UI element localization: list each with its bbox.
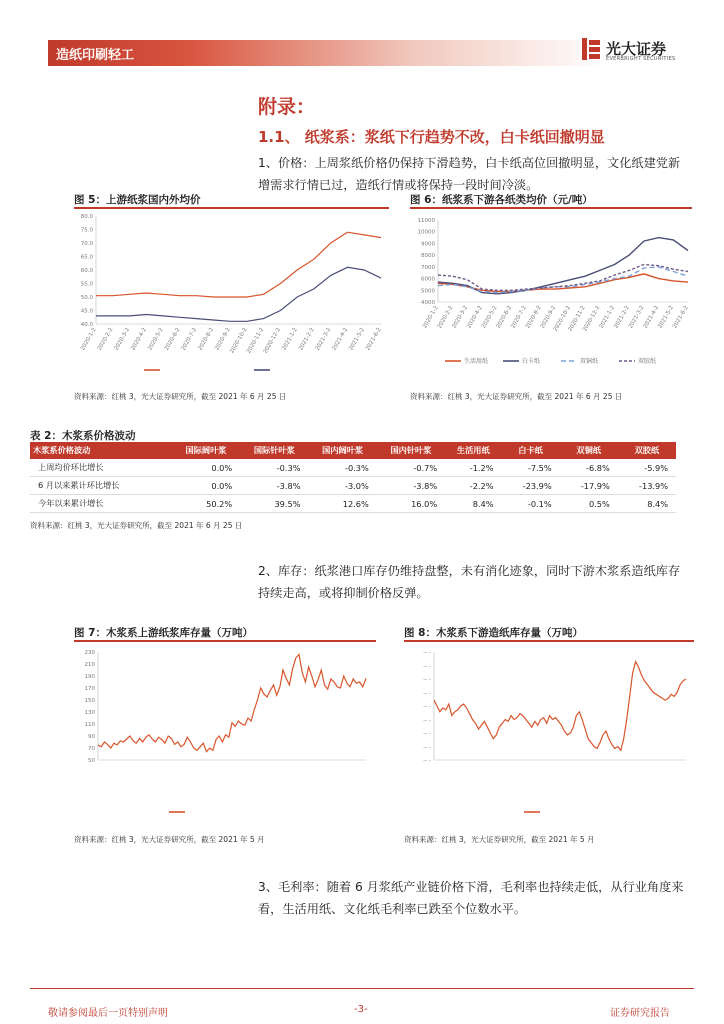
table-cell: -0.3%: [240, 459, 308, 477]
y-tick-label: 90: [88, 734, 95, 740]
table2-source: 资料来源：红桃 3，光大证券研究所，截至 2021 年 6 月 25 日: [30, 521, 243, 530]
x-tick-label: 2021-4-2: [642, 305, 661, 330]
y-tick-label: -- -: [423, 650, 431, 656]
y-tick-label: 70.0: [80, 241, 93, 247]
page-number: -3-: [354, 1004, 368, 1015]
footer-report-type: 证券研究报告: [610, 1008, 670, 1019]
paragraph-price-text: 上周浆纸价格仍保持下滑趋势，白卡纸高位回撤明显，文化纸建党新增需求行情已过，造纸行情或将保持一段时间冷淡。: [258, 156, 681, 192]
y-tick-label: 50.0: [80, 295, 93, 301]
x-tick-label: 2020-1-2: [80, 327, 98, 352]
y-tick-label: 190: [84, 674, 95, 680]
x-tick-label: 2020-8-2: [197, 327, 216, 352]
y-tick-label: 60.0: [80, 268, 93, 274]
table-cell: 0.0%: [172, 459, 240, 477]
y-tick-label: 80.0: [80, 214, 93, 220]
y-tick-label: 150: [84, 698, 95, 704]
fig5-source: 资料来源：红桃 3，光大证券研究所，截至 2021 年 6 月 25 日: [74, 392, 287, 401]
table-cell: -5.9%: [618, 459, 676, 477]
fig8-chart: [404, 644, 694, 824]
legend-label: 白卡纸: [522, 358, 541, 365]
table-cell: 0.5%: [560, 495, 618, 513]
x-tick-label: 2021-5-2: [657, 305, 676, 330]
table-cell: 上周均价环比增长: [30, 459, 172, 477]
table-cell: -0.3%: [308, 459, 376, 477]
table2-title: 表 2：木浆系价格波动: [30, 430, 136, 442]
y-tick-label: 70: [88, 746, 95, 752]
table-header-cell: 国内针叶浆: [377, 442, 445, 459]
price-table: [30, 442, 676, 513]
header-section-label: 造纸印刷轻工: [56, 48, 135, 63]
x-tick-label: 2020-9-2: [214, 327, 232, 352]
x-tick-label: 2021-3-2: [314, 327, 333, 352]
paragraph-margin-text: 随着 6 月浆纸产业链价格下滑，毛利率也持续走低，从行业角度来看，生活用纸、文化纸毛利率已跌至个位数水平。: [258, 880, 684, 916]
paragraph-price-label: 1、价格：: [258, 156, 315, 170]
x-tick-label: 2020-6-2: [163, 327, 182, 352]
table-cell: -7.5%: [502, 459, 560, 477]
y-tick-label: -- -: [423, 663, 431, 670]
fig5-rule: [74, 207, 389, 209]
y-tick-label: 11000: [417, 218, 435, 224]
fig7-rule: [74, 640, 376, 642]
y-tick-label: 75.0: [80, 227, 93, 234]
x-tick-label: 2020-10-2: [552, 305, 573, 333]
series-line-1: [96, 232, 381, 297]
paragraph-price: [258, 152, 688, 196]
appendix-title: 附录：: [258, 96, 316, 118]
series-line-1: [434, 662, 686, 751]
fig6-rule: [410, 207, 692, 209]
table-cell: 50.2%: [172, 495, 240, 513]
x-tick-label: 2020-3-2: [451, 305, 470, 330]
table-cell: 39.5%: [240, 495, 308, 513]
table-cell: 16.0%: [377, 495, 445, 513]
paragraph-margin-label: 3、毛利率：: [258, 880, 327, 894]
x-tick-label: 2021-4-2: [331, 327, 350, 352]
x-tick-label: 2021-2-2: [297, 327, 316, 352]
table-cell: -0.7%: [377, 459, 445, 477]
series-line-4: [438, 265, 688, 291]
y-tick-label: 4000: [421, 300, 435, 306]
y-tick-label: 230: [84, 650, 95, 656]
x-tick-label: 2020-9-2: [539, 305, 558, 330]
fig7-title: 图 7：木浆系上游纸浆库存量（万吨）: [74, 627, 253, 639]
x-tick-label: 2020-3-2: [113, 327, 132, 352]
fig7-source: 资料来源：红桃 3，光大证券研究所，截至 2021 年 5 月: [74, 835, 265, 844]
x-tick-label: 2020-11-2: [567, 305, 587, 333]
x-tick-label: 2020-7-2: [510, 305, 528, 330]
table-cell: -0.1%: [502, 495, 560, 513]
paragraph-margin: [258, 876, 688, 920]
table-row: [30, 495, 676, 513]
fig5-title: 图 5：上游纸浆国内外均价: [74, 194, 201, 206]
table-row: [30, 459, 676, 477]
fig6-title: 图 6：纸浆系下游各纸类均价（元/吨）: [410, 194, 593, 206]
table-cell: 0.0%: [172, 477, 240, 495]
table-cell: -2.2%: [445, 477, 501, 495]
x-tick-label: 2020-2-2: [436, 305, 455, 330]
y-tick-label: 5000: [421, 288, 435, 295]
x-tick-label: 2020-8-2: [524, 305, 543, 330]
x-tick-label: 2021-1-2: [598, 305, 617, 330]
x-tick-label: 2020-7-2: [180, 327, 199, 352]
x-tick-label: 2021-3-2: [627, 305, 646, 330]
x-tick-label: 2020-5-2: [147, 327, 165, 352]
footer-rule: [30, 988, 694, 989]
x-tick-label: 2021-2-2: [613, 305, 631, 330]
footer-disclaimer-link[interactable]: 敬请参阅最后一页特别声明: [48, 1008, 168, 1019]
y-tick-label: -- -: [423, 744, 431, 751]
x-tick-label: 2020-12-2: [582, 305, 602, 333]
x-tick-label: 2020-4-2: [466, 305, 484, 330]
y-tick-label: 8000: [421, 253, 435, 260]
y-tick-label: 55.0: [80, 281, 93, 288]
table-header-row: [30, 442, 676, 459]
legend-label: 双胶纸: [638, 358, 657, 365]
brand-name: 光大证券: [606, 40, 667, 58]
y-tick-label: -- -: [423, 717, 431, 724]
fig8-title: 图 8：木浆系下游造纸库存量（万吨）: [404, 627, 583, 639]
y-tick-label: 40.0: [80, 322, 93, 328]
y-tick-label: 170: [84, 686, 95, 692]
y-tick-label: 9000: [421, 241, 435, 248]
series-line-2: [96, 267, 381, 321]
x-tick-label: 2021-6-2: [672, 305, 690, 330]
y-tick-label: 6000: [421, 276, 435, 283]
table-cell: 8.4%: [445, 495, 501, 513]
table-cell: -3.8%: [377, 477, 445, 495]
y-tick-label: 210: [84, 662, 95, 668]
x-tick-label: 2020-12-2: [262, 327, 283, 355]
y-tick-label: 10000: [417, 229, 435, 236]
table-cell: -17.9%: [560, 477, 618, 495]
x-tick-label: 2020-10-2: [229, 327, 249, 355]
series-line-1: [98, 654, 366, 751]
table-header-cell: 白卡纸: [502, 442, 560, 459]
x-tick-label: 2020-6-2: [495, 305, 514, 330]
table-header-cell: 国际针叶浆: [240, 442, 308, 459]
y-tick-label: 65.0: [80, 254, 93, 261]
table-cell: -3.0%: [308, 477, 376, 495]
x-tick-label: 2021-1-2: [281, 327, 299, 352]
y-tick-label: 110: [84, 722, 95, 728]
x-tick-label: 2020-5-2: [480, 305, 499, 330]
x-tick-label: 2020-1-2: [422, 305, 440, 330]
fig7-chart: [74, 644, 376, 824]
table-cell: 8.4%: [618, 495, 676, 513]
section-title: 1.1、 纸浆系：浆纸下行趋势不改，白卡纸回撤明显: [258, 128, 605, 146]
table-header-cell: 双胶纸: [618, 442, 676, 459]
table-cell: 12.6%: [308, 495, 376, 513]
fig6-chart: [410, 210, 692, 380]
y-tick-label: -- -: [423, 690, 431, 697]
table-cell: -3.8%: [240, 477, 308, 495]
series-line-2: [438, 238, 688, 294]
x-tick-label: 2020-2-2: [96, 327, 115, 352]
fig8-source: 资料来源：红桃 3，光大证券研究所，截至 2021 年 5 月: [404, 835, 595, 844]
table-cell: 今年以来累计增长: [30, 495, 172, 513]
x-tick-label: 2021-6-2: [365, 327, 383, 352]
brand-name-en: EVERBRIGHT SECURITIES: [606, 56, 676, 62]
table-cell: 6 月以来累计环比增长: [30, 477, 172, 495]
table-cell: -23.9%: [502, 477, 560, 495]
paragraph-inventory-text: 纸浆港口库存仍维持盘整，未有消化迹象，同时下游木浆系造纸库存持续走高，或将抑制价格反弹。: [258, 564, 681, 600]
paragraph-inventory: [258, 560, 688, 604]
table-header-cell: 国际阔叶浆: [172, 442, 240, 459]
y-tick-label: -- -: [423, 758, 431, 764]
y-tick-label: 45.0: [80, 308, 93, 315]
legend-label: 生活用纸: [464, 358, 489, 365]
table-cell: -6.8%: [560, 459, 618, 477]
fig5-chart: [74, 210, 389, 380]
y-tick-label: 50: [88, 758, 95, 764]
table-header-cell: 双铜纸: [560, 442, 618, 459]
fig8-rule: [404, 640, 694, 642]
y-tick-label: -- -: [423, 704, 431, 710]
table-header-cell: 国内阔叶浆: [308, 442, 376, 459]
legend-label: 双铜纸: [580, 358, 599, 365]
x-tick-label: 2020-4-2: [130, 327, 149, 352]
paragraph-inventory-label: 2、库存：: [258, 564, 315, 578]
y-tick-label: 7000: [421, 264, 435, 271]
fig6-source: 资料来源：红桃 3，光大证券研究所，截至 2021 年 6 月 25 日: [410, 392, 623, 401]
table-cell: -1.2%: [445, 459, 501, 477]
y-tick-label: -- -: [423, 731, 431, 737]
table-cell: -13.9%: [618, 477, 676, 495]
table-header-cell: 木浆系价格波动: [30, 442, 172, 459]
table-header-cell: 生活用纸: [445, 442, 501, 459]
x-tick-label: 2020-11-2: [245, 327, 266, 355]
y-tick-label: 130: [84, 710, 95, 716]
y-tick-label: -- -: [423, 677, 431, 683]
table-row: [30, 477, 676, 495]
x-tick-label: 2021-5-2: [348, 327, 366, 352]
everbright-logo-icon: [580, 36, 602, 62]
